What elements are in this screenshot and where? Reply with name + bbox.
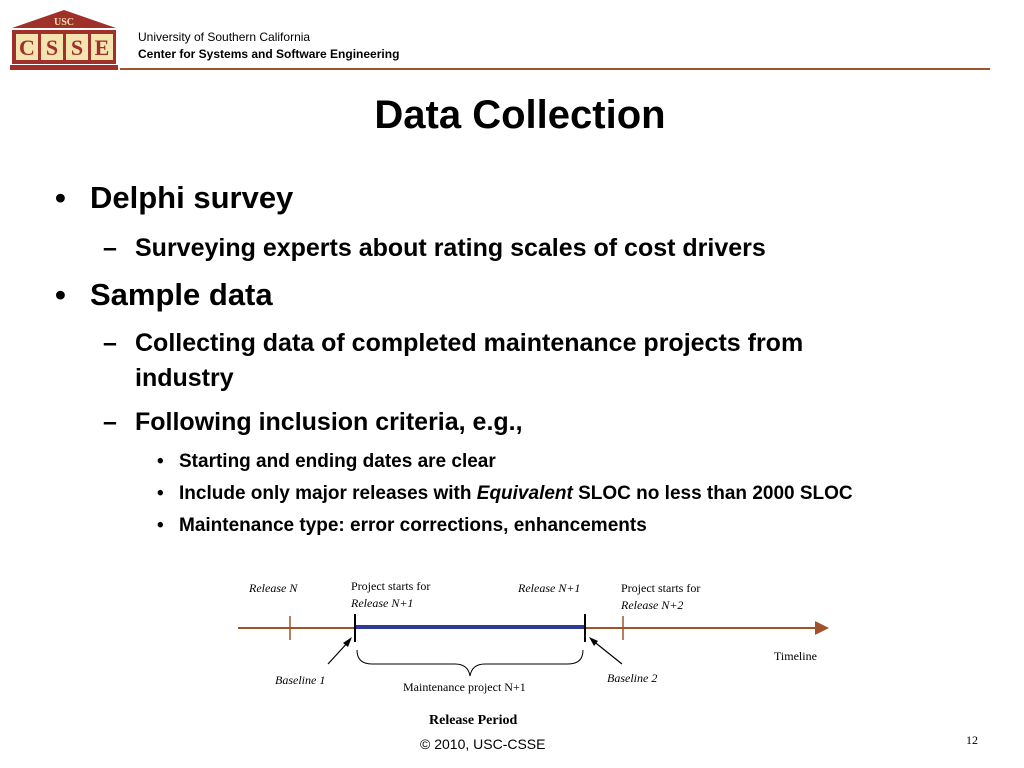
label-start-n2-line1: Project starts for: [621, 581, 701, 595]
csse-logo: [8, 8, 120, 72]
logo-letter: E: [94, 35, 110, 60]
label-maintenance-project: Maintenance project N+1: [403, 680, 526, 694]
logo-usc-text: USC: [53, 17, 75, 28]
criteria-item-dates: Starting and ending dates are clear: [179, 451, 496, 472]
dash-icon: –: [103, 329, 117, 357]
slide-title: Data Collection: [374, 93, 666, 137]
bullet-delphi-survey: Delphi survey: [90, 180, 294, 215]
bullet-dot-icon: •: [157, 515, 164, 536]
dash-icon: –: [103, 408, 117, 436]
sub-bullet-collecting-line1: Collecting data of completed maintenance projects from: [135, 329, 804, 357]
label-baseline2: Baseline 2: [607, 671, 658, 685]
bullet-dot-icon: •: [157, 483, 164, 504]
footer-copyright: © 2010, USC-CSSE: [420, 736, 546, 752]
dash-icon: –: [103, 234, 117, 262]
label-release-n: Release N: [249, 581, 298, 595]
label-baseline1: Baseline 1: [275, 673, 326, 687]
label-timeline: Timeline: [774, 649, 817, 663]
logo-base: [10, 65, 118, 70]
emphasis-equivalent: Equivalent: [476, 483, 573, 504]
label-release-period: Release Period: [429, 713, 518, 728]
page-number: 12: [966, 733, 978, 747]
timeline-arrow-icon: [815, 621, 829, 635]
sub-bullet-surveying: Surveying experts about rating scales of cost drivers: [135, 234, 766, 262]
criteria-item-major-releases: Include only major releases with Equivalent SLOC no less than 2000 SLOC: [179, 483, 853, 504]
center-name: Center for Systems and Software Engineering: [138, 47, 400, 61]
bullet-dot-icon: •: [157, 451, 164, 472]
arrowhead-baseline2-icon: [589, 637, 598, 646]
label-start-n2-line2: Release N+2: [621, 598, 684, 612]
arrow-baseline2: [592, 640, 622, 664]
org-name: University of Southern California: [138, 30, 311, 44]
label-release-n1: Release N+1: [518, 581, 581, 595]
label-start-n1-line2: Release N+1: [351, 596, 414, 610]
sub-bullet-collecting-line2: industry: [135, 364, 234, 392]
bullet-sample-data: Sample data: [90, 277, 273, 312]
header-divider: [120, 68, 990, 70]
sub-bullet-inclusion-criteria: Following inclusion criteria, e.g.,: [135, 408, 523, 436]
bullet-dot-icon: •: [55, 180, 66, 215]
release-timeline-diagram: [0, 560, 1024, 740]
label-start-n1-line1: Project starts for: [351, 579, 431, 593]
criteria-item-maintenance-type: Maintenance type: error corrections, enhancements: [179, 515, 647, 536]
bullet-dot-icon: •: [55, 277, 66, 312]
logo-letter: S: [70, 35, 84, 60]
maintenance-brace: [357, 650, 583, 676]
logo-letter: C: [19, 35, 35, 60]
logo-letter: S: [45, 35, 59, 60]
